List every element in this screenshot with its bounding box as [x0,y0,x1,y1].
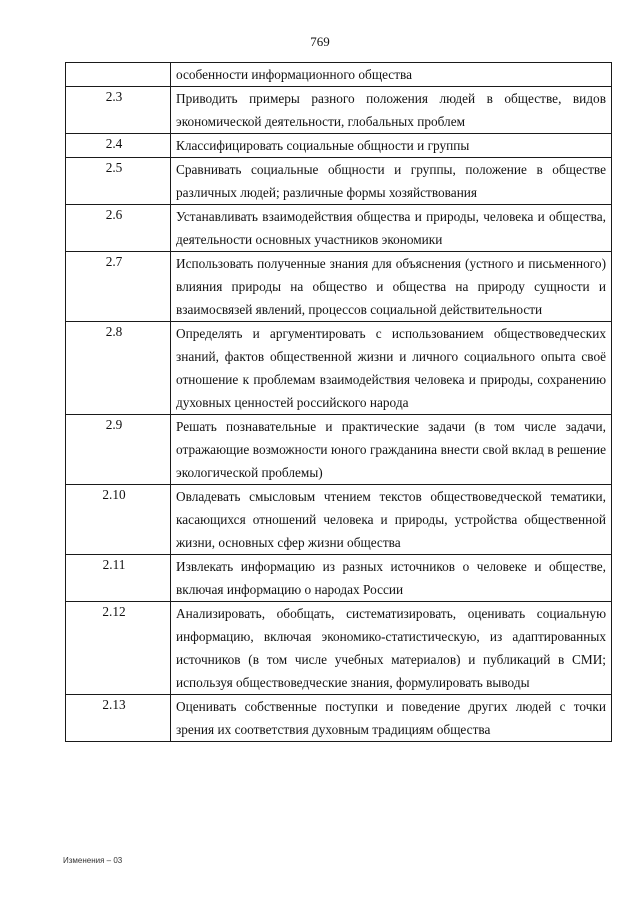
page-number: 769 [310,34,330,49]
row-number-cell: 2.8 [66,322,171,415]
table-row [66,555,612,602]
table-row [66,158,612,205]
table-row [66,252,612,322]
row-number-cell: 2.5 [66,158,171,205]
table-body [66,63,612,742]
row-text-cell: Решать познавательные и практические задачи (в том числе задачи, отражающие возможности юного гражданина внести свой вклад в решение экологической проблемы) [171,415,612,485]
table-row [66,63,612,87]
table-row [66,695,612,742]
row-number-cell: 2.4 [66,134,171,158]
row-number-cell: 2.13 [66,695,171,742]
row-text-cell: Устанавливать взаимодействия общества и природы, человека и общества, деятельности основных участников экономики [171,205,612,252]
table-row [66,134,612,158]
requirements-table [65,62,612,742]
row-number-cell: 2.12 [66,602,171,695]
row-text-cell: Овладевать смысловым чтением текстов обществоведческой тематики, касающихся отношений человека и природы, устройства общественной жизни, основных сфер жизни общества [171,485,612,555]
table-row [66,322,612,415]
row-text-cell: Приводить примеры разного положения людей в обществе, видов экономической деятельности, глобальных проблем [171,87,612,134]
row-text-cell: особенности информационного общества [171,63,612,87]
row-text-cell: Оценивать собственные поступки и поведение других людей с точки зрения их соответствия духовным традициям общества [171,695,612,742]
row-text-cell: Использовать полученные знания для объяснения (устного и письменного) влияния природы на общество и общества на природу сущности и взаимосвязей явлений, процессов социальной действительности [171,252,612,322]
row-number-cell: 2.11 [66,555,171,602]
table-row [66,415,612,485]
table-row [66,485,612,555]
row-text-cell: Определять и аргументировать с использованием обществоведческих знаний, фактов общественной жизни и личного социального опыта своё отношение к проблемам взаимодействия человека и природы, сохранению духовных ценностей российского народа [171,322,612,415]
row-number-cell: 2.7 [66,252,171,322]
table-row [66,602,612,695]
row-text-cell: Сравнивать социальные общности и группы, положение в обществе различных людей; различные формы хозяйствования [171,158,612,205]
row-number-cell: 2.6 [66,205,171,252]
row-text-cell: Анализировать, обобщать, систематизировать, оценивать социальную информацию, включая экономико-статистическую, из адаптированных источников (в том числе учебных материалов) и публикаций в СМИ; используя обществоведческие знания, формулировать выводы [171,602,612,695]
row-text-cell: Классифицировать социальные общности и группы [171,134,612,158]
footer-revision-note: Изменения – 03 [63,856,123,865]
row-number-cell: 2.3 [66,87,171,134]
row-number-cell: 2.9 [66,415,171,485]
table-row [66,87,612,134]
row-text-cell: Извлекать информацию из разных источников о человеке и обществе, включая информацию о народах России [171,555,612,602]
row-number-cell: 2.10 [66,485,171,555]
row-number-cell [66,63,171,87]
table-row [66,205,612,252]
